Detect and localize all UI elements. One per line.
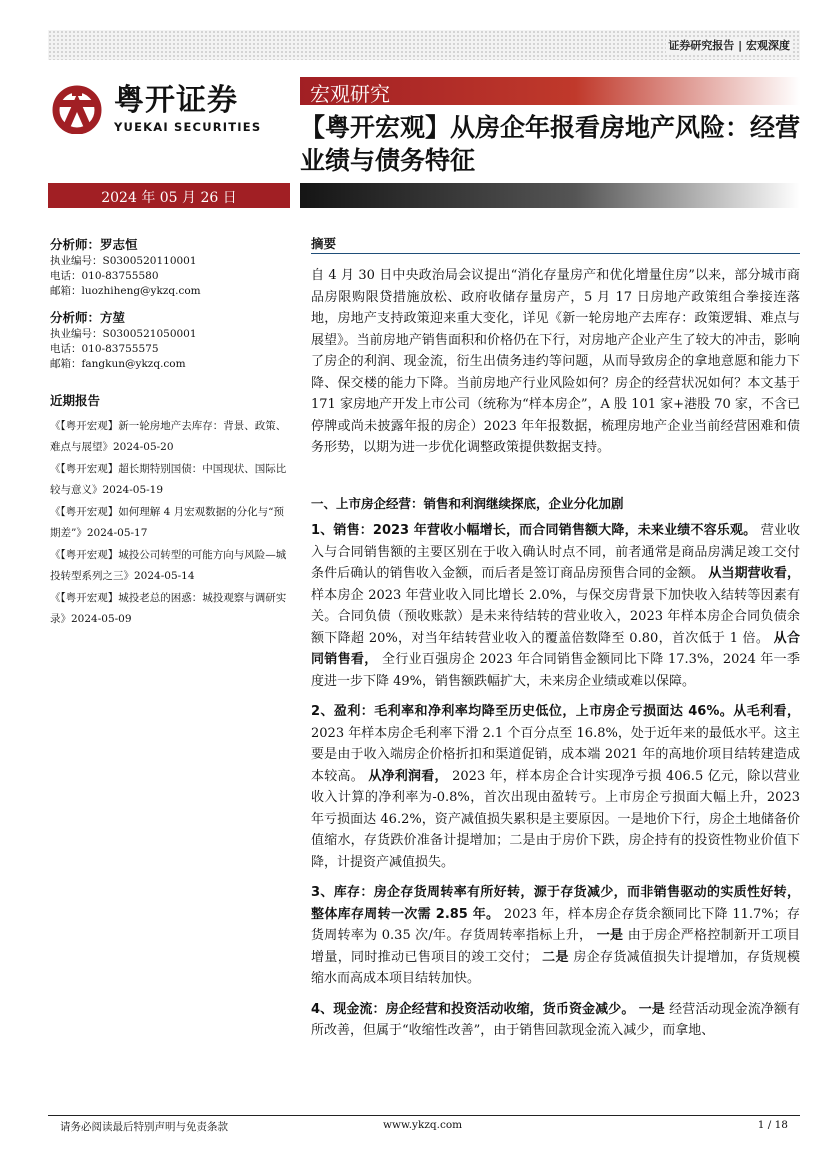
recent-report-link[interactable]: 《【粤开宏观】城投老总的困惑：城投观察与调研实录》2024-05-09 <box>50 592 287 625</box>
inventory-paragraph: 3、库存：房企存货周转率有所好转，源于存货减少，而非销售驱动的实质性好转，整体库存周转一次需 2.85 年。 2023 年，样本房企存货余额同比下降 11.7%；存货周转率为 0.35 次/年。存货周转率指标上升， 一是 由于房企严格控制新开工项目增量，同时推动已售项目的竣工交付； 二是 房企存货减值损失计提增加，存货规模缩水而高成本项目结转加快。 <box>311 885 800 986</box>
recent-report-link[interactable]: 《【粤开宏观】新一轮房地产去库存：背景、政策、难点与展望》2024-05-20 <box>50 420 287 453</box>
analyst-email[interactable]: 邮箱：luozhiheng@ykzq.com <box>50 285 201 297</box>
abstract-heading: 摘要 <box>311 236 337 251</box>
company-logo <box>52 84 282 136</box>
report-date: 2024 年 05 月 26 日 <box>101 190 237 206</box>
recent-report-link[interactable]: 《【粤开宏观】超长期特别国债：中国现状、国际比较与意义》2024-05-19 <box>50 463 287 496</box>
sidebar <box>50 236 290 631</box>
recent-report-link[interactable]: 《【粤开宏观】城投公司转型的可能方向与风险—城投转型系列之三》2024-05-14 <box>50 549 287 582</box>
analyst-phone: 电话：010-83755580 <box>50 270 159 282</box>
category-label: 宏观研究 <box>310 82 390 106</box>
logo-chinese-name: 粤开证券 <box>114 83 238 118</box>
analyst-name: 分析师：罗志恒 <box>50 237 138 252</box>
intro-paragraph: 自 4 月 30 日中央政治局会议提出“消化存量房产和优化增量住房”以来，部分城市商品房限购限贷措施放松、政府收储存量房产，5 月 17 日房地产政策组合拳接连落地，房地产支持政策迎来重大变化，详见《新一轮房地产去库存：政策逻辑、难点与展望》。当前房地产销售面积和价格仍在下行，对房地产企业产生了较大的冲击，影响了房企的利润、现金流，衍生出债务违约等问题，从而导致房企的拿地意愿和能力下降、保交楼的能力下降。当前房地产行业风险如何？房企的经营状况如何？本文基于 171 家房地产开发上市公司（统称为“样本房企”，A 股 101 家+港股 70 家，不含已停牌或尚未披露年报的房企）2023 年年报数据，梳理房地产企业当前经营困难和债务形势，以期为进一步优化调整政策提供数据支持。 <box>311 268 800 455</box>
abstract-body <box>311 265 800 1042</box>
footer-website[interactable]: www.ykzq.com <box>383 1119 463 1131</box>
logo-english-name: YUEKAI SECURITIES <box>114 120 262 134</box>
analyst-phone: 电话：010-83755575 <box>50 343 159 355</box>
report-title: 【粤开宏观】从房企年报看房地产风险：经营业绩与债务特征 <box>300 113 801 175</box>
report-type-label: 证券研究报告 | 宏观深度 <box>668 39 790 52</box>
analyst-email[interactable]: 邮箱：fangkun@ykzq.com <box>50 358 186 370</box>
recent-reports-heading: 近期报告 <box>50 393 101 408</box>
profit-heading: 2、盈利：毛利率和净利率均降至历史低位，上市房企亏损面达 46%。从毛利看， <box>311 704 800 719</box>
header-bar <box>48 30 800 60</box>
analyst-license: 执业编号：S0300520110001 <box>50 255 197 267</box>
page-number: 1 / 18 <box>757 1119 788 1131</box>
decorative-bar <box>300 183 800 208</box>
sales-paragraph: 1、销售：2023 年营收小幅增长，而合同销售额大降，未来业绩不容乐观。 营业收入与合同销售额的主要区别在于收入确认时点不同，前者通常是商品房满足竣工交付条件后确认的销售收入金额，而后者是签订商品房预售合同的金额。 从当期营收看， 样本房企 2023 年营业收入同比增长 2.0%，与保交房背景下加快收入结转等因素有关。合同负债（预收账款）是未来待结转的营业收入，2023 年样本房企合同负债余额下降超 20%，对当年结转营业收入的覆盖倍数降至 0.80，首次低于 1 倍。 从合同销售看， 全行业百强房企 2023 年合同销售金额同比下降 17.3%，2024 年一季度进一步下降 49%，销售额跌幅扩大，未来房企业绩或难以保障。 <box>311 523 800 689</box>
sales-heading: 1、销售：2023 年营收小幅增长，而合同销售额大降，未来业绩不容乐观。 <box>311 523 757 538</box>
cashflow-heading: 4、现金流：房企经营和投资活动收缩，货币资金减少。 <box>311 1001 635 1017</box>
abstract-divider <box>311 253 800 254</box>
recent-report-link[interactable]: 《【粤开宏观】如何理解 4 月宏观数据的分化与“预期差”》2024-05-17 <box>50 506 284 539</box>
cashflow-paragraph: 4、现金流：房企经营和投资活动收缩，货币资金减少。 一是 经营活动现金流净额有所改善，但属于“收缩性改善”，由于销售回款现金流入减少，而拿地、 <box>311 1001 800 1038</box>
footer-divider <box>48 1115 800 1116</box>
analyst-license: 执业编号：S0300521050001 <box>50 328 197 340</box>
footer-disclaimer: 请务必阅读最后特别声明与免责条款 <box>60 1121 228 1133</box>
section-heading: 一、上市房企经营：销售和利润继续探底，企业分化加剧 <box>311 495 624 511</box>
analyst-name: 分析师：方堃 <box>50 310 126 325</box>
yuekai-logo-icon <box>52 84 102 134</box>
profit-paragraph: 2、盈利：毛利率和净利率均降至历史低位，上市房企亏损面达 46%。从毛利看， 2023 年样本房企毛利率下滑 2.1 个百分点至 16.8%，处于近年来的最低水平。这主要是由于收入端房企价格折扣和渠道促销，成本端 2021 年的高地价项目结转建造成本较高。 从净利润看， 2023 年，样本房企合计实现净亏损 406.5 亿元，除以营业收入计算的净利率为-0.8%，首次出现由盈转亏。上市房企亏损面大幅上升，2023 年亏损面达 46.2%，资产减值损失累积是主要原因。一是地价下行，房企土地储备价值缩水，存货跌价准备计提增加；二是由于房价下跌，房企持有的投资性物业价值下降，计提资产减值损失。 <box>311 704 800 870</box>
inventory-heading: 3、库存：房企存货周转率有所好转，源于存货减少，而非销售驱动的实质性好转，整体库存周转一次需 2.85 年。 <box>311 885 800 922</box>
